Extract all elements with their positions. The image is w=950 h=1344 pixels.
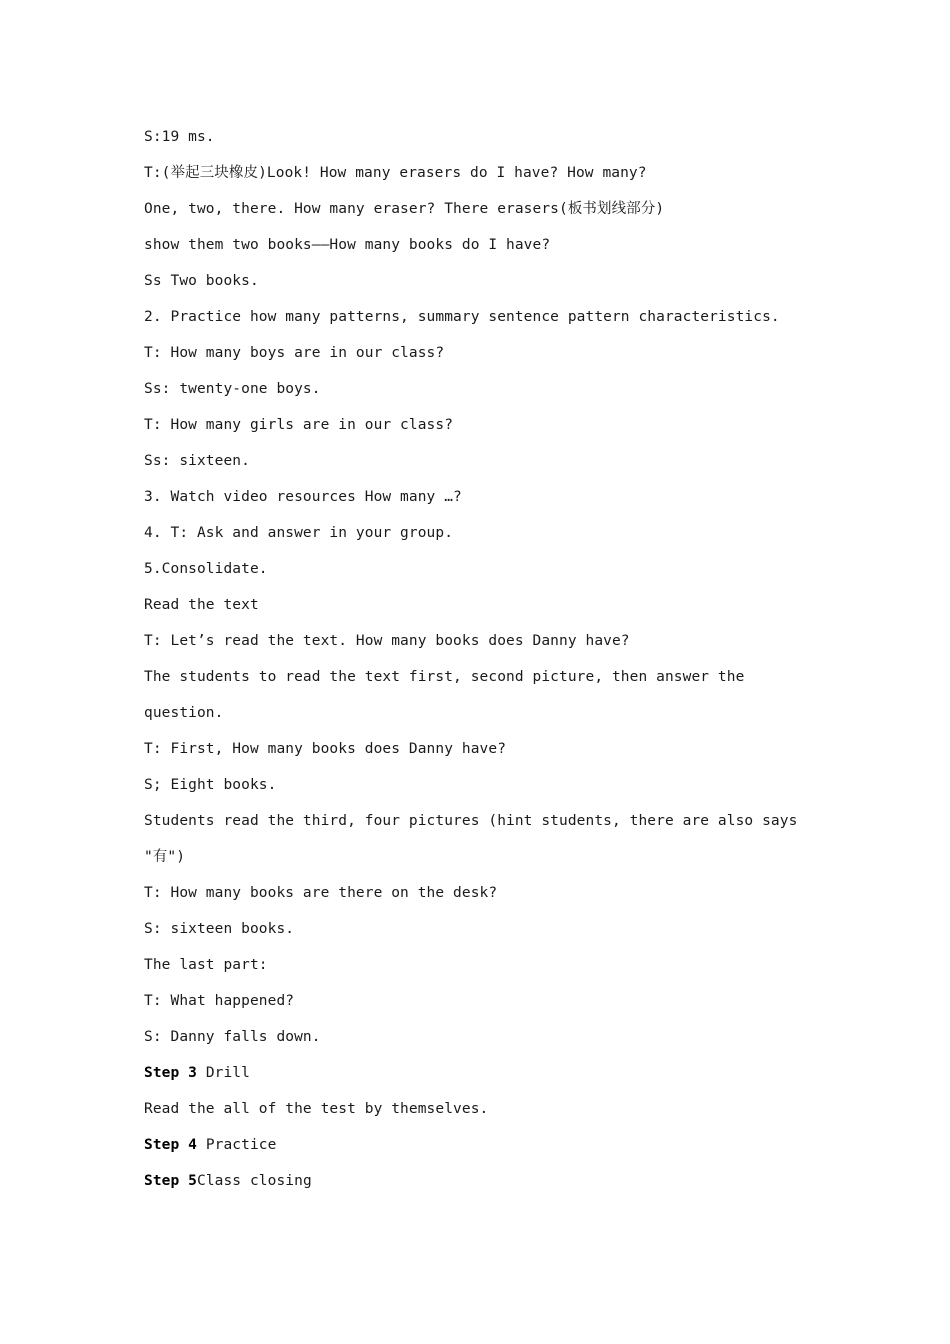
text-line: T: What happened? <box>144 993 295 1009</box>
text-line: show them two books——How many books do I have? <box>144 237 551 253</box>
text-line: Students read the third, four pictures (hint students, there are also says <box>144 813 798 829</box>
step-3-title: Drill <box>196 1065 250 1081</box>
text-line: S:19 ms. <box>144 129 215 145</box>
step-4-heading <box>144 1134 824 1170</box>
text-line: 5.Consolidate. <box>144 561 268 577</box>
text-line: T: How many girls are in our class? <box>144 417 454 433</box>
text-line: S: Danny falls down. <box>144 1029 321 1045</box>
text-line: Read the all of the test by themselves. <box>144 1101 489 1117</box>
text-line: T:(举起三块橡皮)Look! How many erasers do I have? How many? <box>144 165 647 181</box>
step-4-label: Step 4 <box>144 1137 197 1153</box>
text-line: 3. Watch video resources How many …? <box>144 489 462 505</box>
text-line: Ss Two books. <box>144 273 259 289</box>
text-line: T: How many books are there on the desk? <box>144 885 498 901</box>
step-5-title: Class closing <box>196 1173 312 1189</box>
text-line: 2. Practice how many patterns, summary sentence pattern characteristics. <box>144 309 780 325</box>
step-4-title: Practice <box>196 1137 277 1153</box>
text-line: Ss: twenty-one boys. <box>144 381 321 397</box>
step-3-label: Step 3 <box>144 1065 197 1081</box>
text-line: The last part: <box>144 957 268 973</box>
text-line: One, two, there. How many eraser? There erasers(板书划线部分) <box>144 201 665 217</box>
step-5-label: Step 5 <box>144 1173 197 1189</box>
step-3-heading <box>144 1062 824 1098</box>
step-5-heading <box>144 1170 824 1206</box>
text-line: Ss: sixteen. <box>144 453 250 469</box>
text-line: Read the text <box>144 597 259 613</box>
text-line: T: Let’s read the text. How many books does Danny have? <box>144 633 630 649</box>
text-line: T: How many boys are in our class? <box>144 345 445 361</box>
text-line: The students to read the text first, second picture, then answer the <box>144 669 745 685</box>
text-line: "有") <box>144 849 186 865</box>
text-line: S: sixteen books. <box>144 921 295 937</box>
document-body <box>144 126 824 1206</box>
text-line: 4. T: Ask and answer in your group. <box>144 525 454 541</box>
text-line: T: First, How many books does Danny have? <box>144 741 507 757</box>
text-line: S; Eight books. <box>144 777 277 793</box>
text-line: question. <box>144 705 224 721</box>
